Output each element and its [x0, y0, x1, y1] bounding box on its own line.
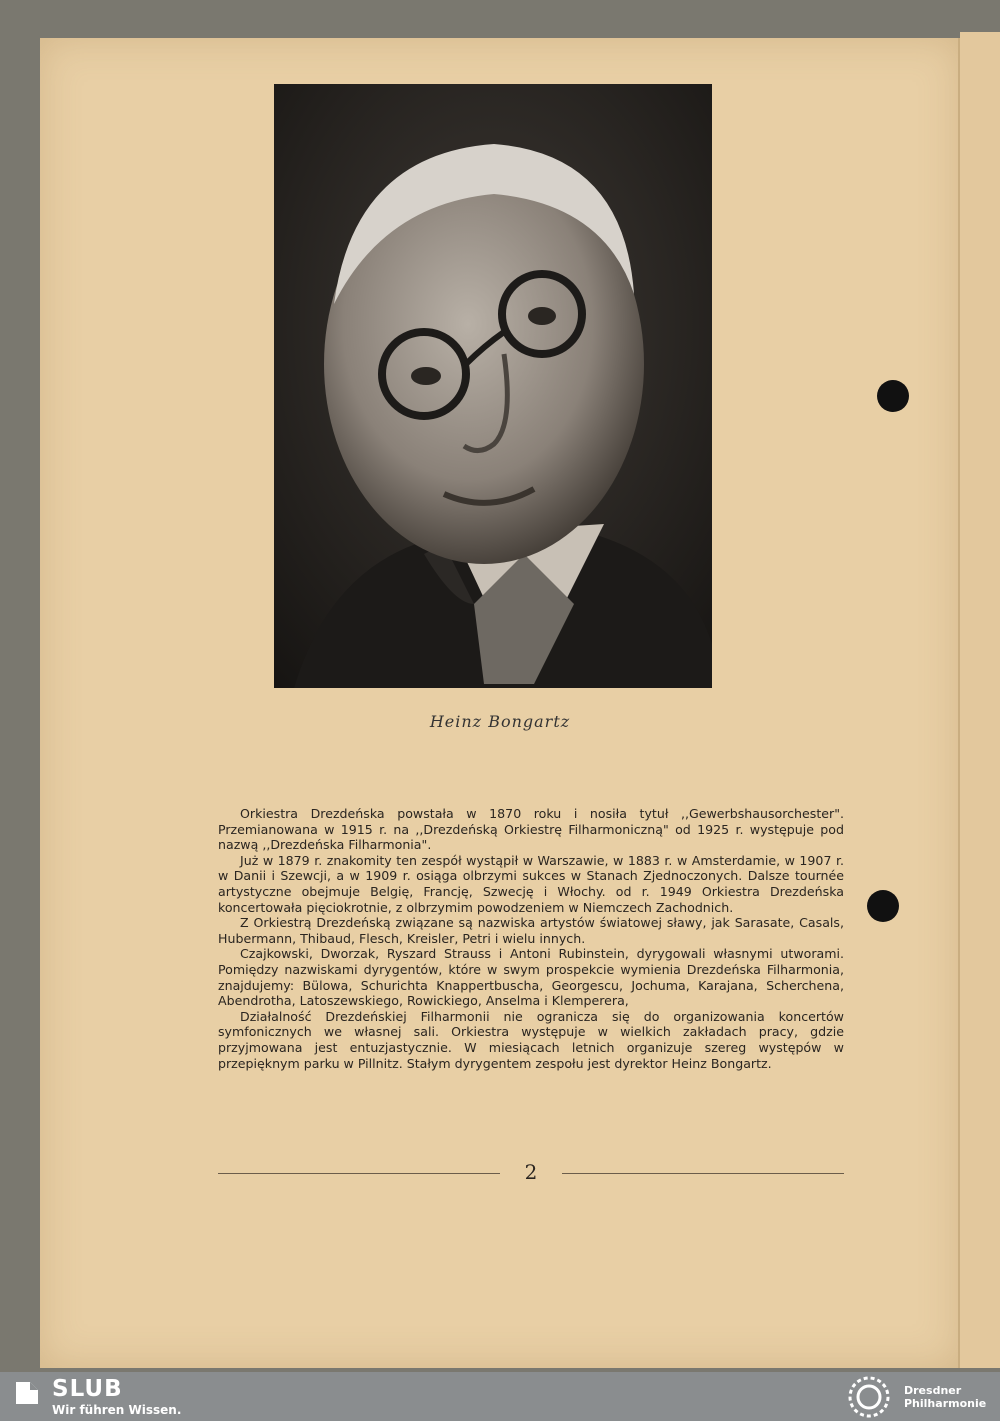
right-rule	[562, 1173, 844, 1174]
page-number: 2	[524, 1160, 538, 1184]
slub-name: SLUB	[52, 1376, 123, 1402]
page-number-row	[218, 1160, 844, 1186]
punch-hole-top	[877, 380, 909, 412]
footer-bar	[0, 1372, 1000, 1421]
portrait-illustration	[274, 84, 712, 688]
paragraph: Już w 1879 r. znakomity ten zespół wystąpił w Warszawie, w 1883 r. w Amsterdamie, w 1907 r. w Danii i Szewcji, a w 1909 r. osiąga olbrzymi sukces w Stanach Zjednoczonych. Dalsze tournée artystyczne obejmuje Belgię, Francję, Szwecję i Włochy. od r. 1949 Orkiestra Drezdeńska koncertowała pięciokrotnie, z olbrzymim powodzeniem w Niemczech Zachodnich.	[218, 852, 844, 915]
paragraph: Działalność Drezdeńskiej Filharmonii nie ogranicza się do organizowania koncertów symfonicznych we własnej sali. Orkiestra występuje w wielkich zakładach pracy, gdzie przyjmowana jest entuzjastycznie. W miesiącach letnich organizuje szereg występów w przepięknym parku w Pillnitz. Stałym dyrygentem zespołu jest dyrektor Heinz Bongartz.	[218, 1008, 844, 1071]
philharmonie-logo-icon	[842, 1374, 896, 1420]
slub-logo-icon	[12, 1378, 42, 1408]
paragraph: Z Orkiestrą Drezdeńską związane są nazwiska artystów światowej sławy, jak Sarasate, Casals, Hubermann, Thibaud, Flesch, Kreisler, Petri i wielu innych.	[218, 915, 844, 946]
partner-line-2: Philharmonie	[904, 1397, 987, 1410]
article-body	[218, 806, 844, 1071]
portrait-photo	[274, 84, 712, 688]
left-rule	[218, 1173, 500, 1174]
slub-tagline: Wir führen Wissen.	[52, 1403, 182, 1417]
punch-hole-bottom	[867, 890, 899, 922]
paragraph: Orkiestra Drezdeńska powstała w 1870 roku i nosiła tytuł ,,Gewerbshausorchester". Przemianowana w 1915 r. na ,,Drezdeńską Orkiestrę Filharmoniczną" od 1925 r. występuje pod nazwą ,,Drezdeńska Filharmonia".	[218, 806, 844, 853]
partner-name	[904, 1384, 986, 1410]
next-page-edge	[960, 32, 1000, 1368]
partner-line-1: Dresdner	[904, 1384, 962, 1397]
paragraph: Czajkowski, Dworzak, Ryszard Strauss i Antoni Rubinstein, dyrygowali własnymi utworami. Pomiędzy nazwiskami dyrygentów, które w swym prospekcie wymienia Drezdeńska Filharmonia, znajdujemy: Bülowa, Schurichta Knappertbuscha, Georgescu, Jochuma, Karajana, Scherchena, Abendrotha, Latoszewskiego, Rowickiego, Anselma i Klemperera,	[218, 946, 844, 1009]
photo-caption: Heinz Bongartz	[429, 712, 571, 731]
